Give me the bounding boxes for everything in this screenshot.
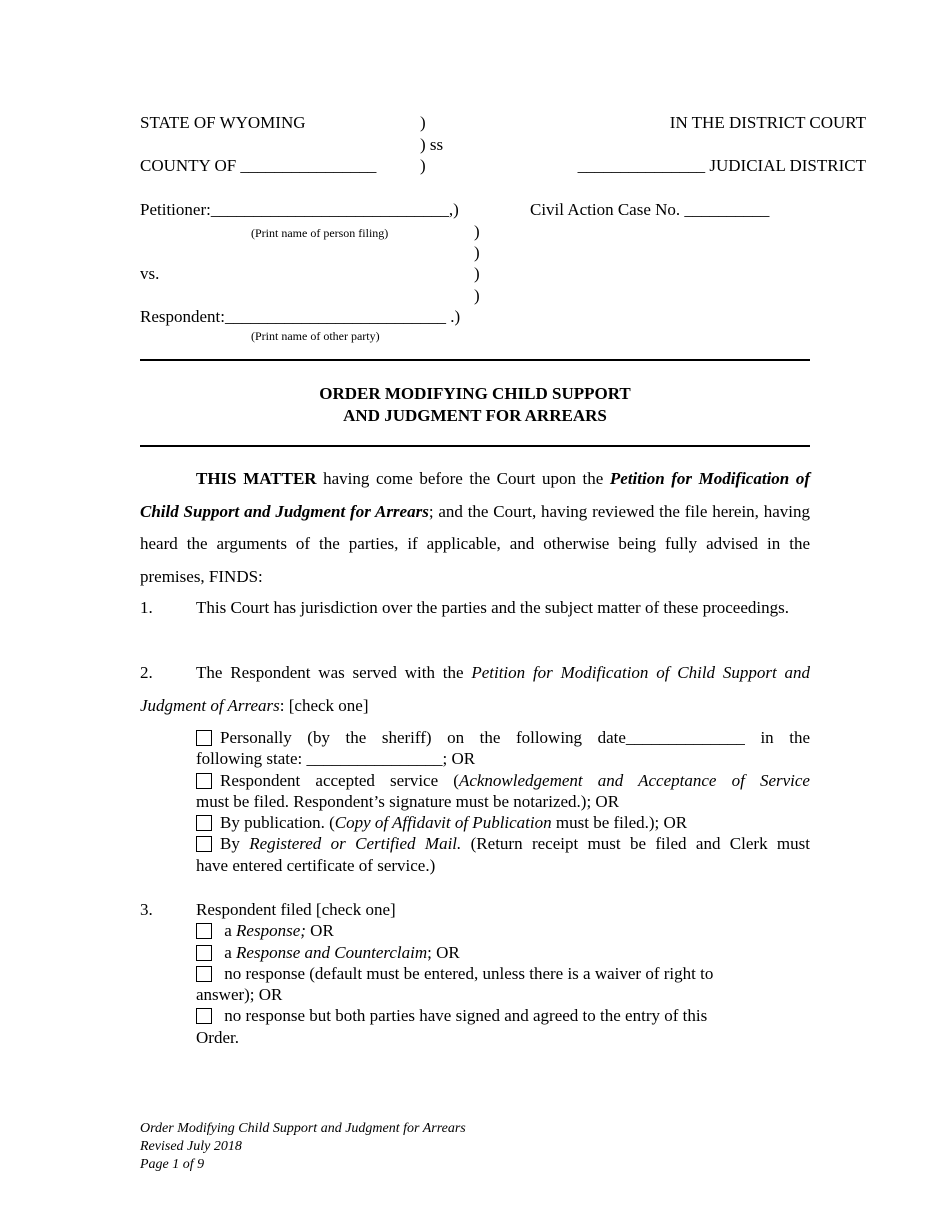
item-2-number: 2. xyxy=(140,663,153,682)
document-title-line2: AND JUDGMENT FOR ARREARS xyxy=(343,406,607,425)
item-2-body: The Respondent was served with the xyxy=(196,663,472,682)
accepted-line-2: must be filed. Respondent’s signature must be notarized.); OR xyxy=(196,791,620,811)
county-field: COUNTY OF ________________ xyxy=(140,156,377,175)
bottom-rule xyxy=(140,445,810,447)
response-title: Response; xyxy=(236,921,306,941)
no-response-line-2: answer); OR xyxy=(196,985,283,1005)
accepted-label: Respondent accepted service ( xyxy=(220,770,459,790)
item-1-number: 1. xyxy=(140,598,153,617)
response-checkbox[interactable] xyxy=(196,923,212,939)
agreed-label: no response but both parties have signed and agreed to the entry of this xyxy=(224,1006,708,1026)
caption-paren: ) xyxy=(474,222,480,241)
no-response-label: no response (default must be entered, unless there is a waiver of right to xyxy=(224,963,714,983)
item-2-petition-title: Petition for Modification of Child Support and Judgment of Arrears xyxy=(140,663,810,715)
mail-type: Registered or Certified Mail. xyxy=(249,834,462,854)
option-agreed xyxy=(196,1005,810,1026)
agreed-checkbox[interactable] xyxy=(196,1008,212,1024)
no-response-checkbox[interactable] xyxy=(196,966,212,982)
option-accepted xyxy=(196,770,810,791)
counterclaim-checkbox[interactable] xyxy=(196,945,212,961)
caption-paren: ) xyxy=(420,113,426,132)
counterclaim-title: Response and Counterclaim xyxy=(236,942,428,962)
option-personally xyxy=(196,727,810,748)
response-label: a xyxy=(224,921,237,941)
respondent-hint: (Print name of other party) xyxy=(251,329,380,343)
publication-label-end: must be filed.); OR xyxy=(551,813,688,833)
caption-paren: ) xyxy=(474,243,480,262)
mail-label: By xyxy=(220,834,250,854)
item-1-text xyxy=(140,592,810,625)
caption-paren: ) xyxy=(420,156,426,175)
item-2-check-one: : [check one] xyxy=(279,695,369,715)
option-no-response xyxy=(196,963,810,984)
agreed-line-2: Order. xyxy=(196,1027,239,1047)
mail-line-2: have entered certificate of service.) xyxy=(196,855,436,875)
petitioner-hint: (Print name of person filing) xyxy=(251,226,389,240)
option-publication xyxy=(196,812,810,833)
court-label: IN THE DISTRICT COURT xyxy=(669,113,866,132)
counterclaim-or: ; OR xyxy=(427,942,460,962)
intro-text: having come before the Court upon the xyxy=(316,469,610,488)
item-3-lead: Respondent filed [check one] xyxy=(196,900,396,919)
footer-page-number: Page 1 of 9 xyxy=(140,1157,205,1172)
intro-text-rest: ; and the Court, having reviewed the file herein, having heard the arguments of the parties, if applicable, and otherwise being fully advised in the premises, FINDS: xyxy=(140,501,810,586)
caption-paren: ) xyxy=(474,286,480,305)
top-rule xyxy=(140,359,810,361)
response-options xyxy=(196,899,810,1048)
option-mail xyxy=(196,833,810,854)
footer xyxy=(140,1120,466,1174)
intro-bold: THIS MATTER xyxy=(196,469,317,488)
personally-checkbox[interactable] xyxy=(196,730,212,746)
case-number-field: Civil Action Case No. __________ xyxy=(530,200,770,219)
intro-paragraph xyxy=(140,463,810,593)
counterclaim-label: a xyxy=(224,942,237,962)
affidavit-title: Copy of Affidavit of Publication xyxy=(334,813,552,833)
response-or: OR xyxy=(305,921,334,941)
footer-revision: Revised July 2018 xyxy=(140,1139,242,1154)
petition-title: Petition for Modification of Child Support and Judgment for Arrears xyxy=(140,469,810,521)
publication-label: By publication. ( xyxy=(220,813,335,833)
document-title-line1: ORDER MODIFYING CHILD SUPPORT xyxy=(319,384,631,403)
service-options xyxy=(196,727,810,876)
personally-label: Personally (by the sheriff) on the following date______________ in the xyxy=(220,728,810,747)
caption-paren-ss: ) ss xyxy=(420,135,444,154)
item-1-body: This Court has jurisdiction over the parties and the subject matter of these proceedings. xyxy=(196,598,789,617)
petitioner-field: Petitioner:____________________________,) xyxy=(140,200,459,219)
respondent-field: Respondent:__________________________ .) xyxy=(140,307,461,326)
caption-paren: ) xyxy=(474,264,480,283)
item-2-text xyxy=(140,657,810,722)
mail-checkbox[interactable] xyxy=(196,836,212,852)
state-label: STATE OF WYOMING xyxy=(140,113,306,132)
mail-label-end: (Return receipt must be filed and Clerk must xyxy=(461,834,810,854)
item-3-number: 3. xyxy=(140,900,153,919)
acknowledgement-title: Acknowledgement and Acceptance of Service xyxy=(458,770,810,790)
accepted-service-checkbox[interactable] xyxy=(196,773,212,789)
vs-label: vs. xyxy=(140,264,160,283)
option-counterclaim xyxy=(196,942,810,963)
footer-form-title: Order Modifying Child Support and Judgment for Arrears xyxy=(140,1121,466,1136)
personally-state-line: following state: ________________; OR xyxy=(196,749,476,769)
judicial-district-field: _______________ JUDICIAL DISTRICT xyxy=(577,156,866,175)
option-response xyxy=(196,920,810,941)
publication-checkbox[interactable] xyxy=(196,815,212,831)
